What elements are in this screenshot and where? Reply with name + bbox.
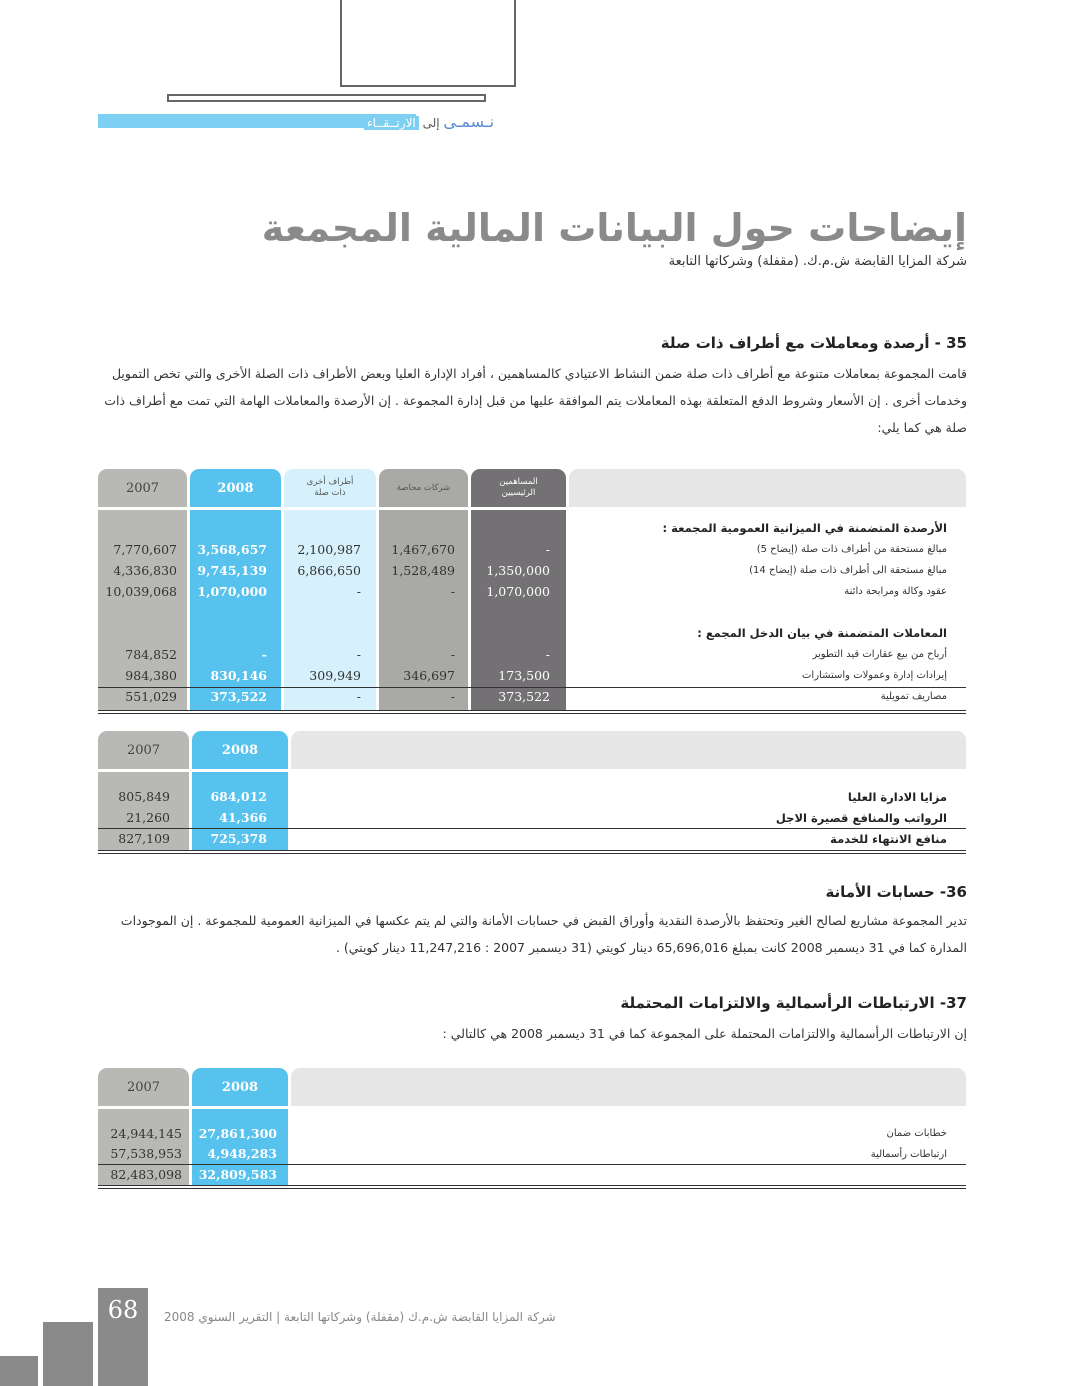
cell-other-parties: - [356, 647, 361, 662]
header-2008 [192, 731, 288, 769]
cell-shareholders: - [545, 542, 550, 557]
table-row-label: خطابات ضمان [886, 1128, 947, 1139]
table-row-label: عقود وكالة ومرابحة دائنة [844, 586, 947, 597]
header-description [291, 731, 966, 769]
brand-word-2: إلى [422, 116, 440, 130]
cell-2008: - [261, 647, 267, 662]
header-2007-label: 2007 [126, 742, 161, 758]
header-2008-label: 2008 [221, 742, 259, 758]
cell-2007: 10,039,068 [105, 584, 177, 599]
cell-2007: 984,380 [125, 668, 177, 683]
section-36-heading: 36- حسابات الأمانة [825, 883, 967, 901]
cell-shareholders: - [545, 647, 550, 662]
header-joint-ventures-label: شركات محاصة [396, 482, 451, 493]
row-divider [98, 1164, 966, 1165]
table-row-label: ارتباطات رأسمالية [870, 1149, 947, 1160]
header-2008 [190, 469, 281, 507]
cell-2008: 41,366 [219, 810, 267, 825]
cell-shareholders: 373,522 [498, 689, 550, 704]
cell-shareholders: 1,070,000 [486, 584, 550, 599]
table-bottom-rule [98, 713, 966, 714]
cell-2008: 725,378 [210, 831, 267, 846]
header-2008-label: 2008 [221, 1079, 259, 1095]
cell-2007: 21,260 [126, 810, 170, 825]
header-description [291, 1068, 966, 1106]
cell-joint-ventures: 1,467,670 [391, 542, 455, 557]
header-shareholders [471, 469, 566, 507]
brand-word-1: نـسمـى [443, 112, 495, 131]
header-2007 [98, 469, 187, 507]
group-transactions-label: المعاملات المتضمنة في بيان الدخل المجمع : [697, 626, 947, 640]
cell-2007: 551,029 [125, 689, 177, 704]
cell-2008: 1,070,000 [197, 584, 267, 599]
cell-2008: 32,809,583 [198, 1167, 277, 1182]
cell-2007: 57,538,953 [110, 1146, 182, 1161]
header-decoration-frame [340, 0, 516, 87]
header-decoration-bar [167, 94, 486, 102]
table-row-label: مزايا الادارة العليا [847, 790, 947, 804]
cell-2008: 3,568,657 [197, 542, 267, 557]
cell-2008: 27,861,300 [198, 1126, 277, 1141]
brand-slogan [364, 112, 494, 131]
table-bottom-rule [98, 1188, 966, 1189]
table-row-label: مبالغ مستحقة الى أطراف ذات صلة (إيضاح 14) [749, 565, 947, 576]
table-bottom-rule [98, 850, 966, 851]
cell-2008: 684,012 [210, 789, 267, 804]
header-joint-ventures [379, 469, 468, 507]
table-row-label: مصاريف تمويلية [880, 691, 947, 702]
page-title: إيضاحات حول البيانات المالية المجمعة [261, 206, 967, 250]
brand-word-3: الارتــقــاء [364, 116, 419, 130]
cell-other-parties: 6,866,650 [297, 563, 361, 578]
table-row-label: منافع الانتهاء للخدمة [830, 832, 947, 846]
cell-other-parties: - [356, 689, 361, 704]
footer-block-medium [43, 1322, 93, 1386]
cell-joint-ventures: - [450, 647, 455, 662]
cell-other-parties: 2,100,987 [297, 542, 361, 557]
cell-2007: 4,336,830 [113, 563, 177, 578]
cell-2007: 24,944,145 [110, 1126, 182, 1141]
cell-joint-ventures: 346,697 [403, 668, 455, 683]
cell-joint-ventures: - [450, 584, 455, 599]
cell-2008: 373,522 [210, 689, 267, 704]
table-bottom-rule [98, 853, 966, 854]
section-37-paragraph: إن الارتباطات الرأسمالية والالتزامات المحتملة على المجموعة كما في 31 ديسمبر 2008 هي كالتالي : [442, 1026, 967, 1041]
footer-text: شركة المزايا القابضة ش.م.ك (مقفلة) وشركاتها التابعة | التقرير السنوي 2008 [164, 1310, 556, 1324]
table-row-label: أرباح من بيع عقارات قيد التطوير [812, 649, 947, 660]
table-bottom-rule [98, 710, 966, 711]
table-row-label: مبالغ مستحقة من أطراف ذات صلة (إيضاح 5) [756, 544, 947, 555]
cell-shareholders: 173,500 [498, 668, 550, 683]
header-2008-label: 2008 [217, 480, 254, 496]
header-other-parties [284, 469, 376, 507]
section-37-heading: 37- الارتباطات الرأسمالية والالتزامات المحتملة [620, 994, 967, 1012]
cell-2007: 784,852 [125, 647, 177, 662]
cell-2008: 4,948,283 [207, 1146, 277, 1161]
header-2007-label: 2007 [126, 1079, 161, 1095]
cell-2008: 9,745,139 [197, 563, 267, 578]
cell-2007: 805,849 [118, 789, 170, 804]
header-shareholders-label: المساهمين الرئيسيين [499, 477, 538, 498]
cell-2007: 82,483,098 [110, 1167, 182, 1182]
group-balances-label: الأرصدة المتضمنة في الميزانية العمومية المجمعة : [662, 521, 947, 535]
header-2007 [98, 731, 189, 769]
header-other-parties-label: أطراف أخرى ذات صلة [306, 477, 354, 498]
page-subtitle: شركة المزايا القابضة ش.م.ك. (مقفلة) وشركاتها التابعة [668, 254, 967, 269]
row-divider [98, 828, 966, 829]
cell-other-parties: - [356, 584, 361, 599]
table-bottom-rule [98, 1185, 966, 1186]
cell-2007: 827,109 [118, 831, 170, 846]
table-row-label: إيرادات إدارة وعمولات واستشارات [802, 670, 947, 681]
header-2007-label: 2007 [125, 480, 160, 496]
cell-2008: 830,146 [210, 668, 267, 683]
table-row-label: الرواتب والمنافع قصيرة الاجل [775, 811, 947, 825]
cell-shareholders: 1,350,000 [486, 563, 550, 578]
header-description [569, 469, 966, 507]
cell-2007: 7,770,607 [113, 542, 177, 557]
header-2007 [98, 1068, 189, 1106]
cell-joint-ventures: - [450, 689, 455, 704]
cell-joint-ventures: 1,528,489 [391, 563, 455, 578]
section-35-paragraph: قامت المجموعة بمعاملات متنوعة مع أطراف ذات صلة ضمن النشاط الاعتيادي كالمساهمين ، أفراد الإدارة العليا وبعض الأطراف ذات الصلة الأخرى والتي تخص التمويل وخدمات أخرى . إن الأسعار وشروط الدفع المتعلقة بهذه المعاملات يتم الموافقة عليها من قبل إدارة المجموعة . إن الأرصدة والمعاملات الهامة التي تمت مع أطراف ذات صلة هي كما يلي: [104, 366, 967, 435]
row-divider [98, 687, 966, 688]
page-number: 68 [107, 1296, 139, 1324]
cell-other-parties: 309,949 [309, 668, 361, 683]
header-2008 [192, 1068, 288, 1106]
footer-block-small [0, 1356, 38, 1386]
section-35-heading: 35 - أرصدة ومعاملات مع أطراف ذات صلة [660, 334, 967, 352]
section-36-paragraph: تدير المجموعة مشاريع لصالح الغير وتحتفظ بالأرصدة النقدية وأوراق القبض في حسابات الأمانة والتي لم يتم عكسها في الميزانية العمومية للمجموعة . إن الموجودات المدارة كما في 31 ديسمبر 2008 كانت بمبلغ 65,696,016 دينار كويتي (31 ديسمبر 2007 : 11,247,216 دينار كويتي) . [120, 913, 967, 955]
